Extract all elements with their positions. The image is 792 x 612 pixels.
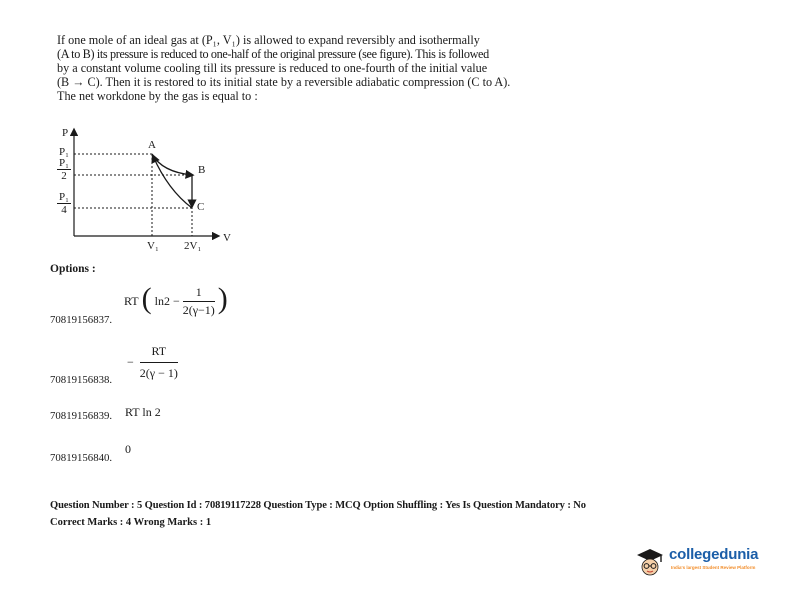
tick-v1: V₁ xyxy=(147,240,159,252)
option-4-id: 70819156840. xyxy=(50,452,113,464)
tick-p1-quarter: $\frac{\text{P₁}}{4}$ xyxy=(59,191,69,216)
close-paren-icon: ) xyxy=(217,282,228,315)
y-axis-label: P xyxy=(62,127,69,139)
marks-meta: Correct Marks : 4 Wrong Marks : 1 xyxy=(50,517,212,528)
open-paren-icon: ( xyxy=(141,282,152,315)
tick-p1: P₁ xyxy=(59,146,69,158)
option-3-text: RT ln 2 xyxy=(125,405,161,419)
tick-2v1: 2V₁ xyxy=(184,240,202,252)
option-1-id: 70819156837. xyxy=(50,314,113,326)
pv-diagram xyxy=(50,120,250,255)
option-1-ln: ln2 − xyxy=(154,293,180,308)
option-1-expression xyxy=(124,281,228,321)
option-2-id: 70819156838. xyxy=(50,374,113,386)
point-b-label: B xyxy=(198,164,206,176)
question-line: The net workdone by the gas is equal to : xyxy=(57,89,258,103)
isotherm-curve xyxy=(152,154,192,175)
x-axis-label: V xyxy=(223,232,231,244)
question-line: by a constant volume cooling till its pressure is reduced to one-fourth of the initial value xyxy=(57,61,488,75)
option-2-expression xyxy=(127,344,178,381)
options-heading: Options : xyxy=(50,263,96,275)
logo-tagline: India's largest Student Review Platform xyxy=(671,565,756,570)
question-meta: Question Number : 5 Question Id : 70819117228 Question Type : MCQ Option Shuffling : Yes Is Question Mandatory : No xyxy=(50,500,586,511)
option-1-fraction: $\frac{1}{2(\gamma-1)}$ xyxy=(182,284,215,317)
option-3-id: 70819156839. xyxy=(50,410,113,422)
option-2-fraction: $\frac{RT}{2(\gamma - 1)}$ xyxy=(139,344,178,380)
collegedunia-logo xyxy=(633,543,768,581)
adiabatic-curve xyxy=(153,156,192,208)
graduate-icon xyxy=(633,545,667,579)
option-1-prefix: RT xyxy=(124,293,139,308)
option-4-text: 0 xyxy=(125,442,131,456)
question-line: (B → C). Then it is restored to its initial state by a reversible adiabatic compression (C to A). xyxy=(57,75,511,89)
point-c-label: C xyxy=(197,201,205,213)
tick-p1-half: $\frac{\text{P₁}}{2}$ xyxy=(59,157,69,182)
point-a-label: A xyxy=(148,139,156,151)
question-line: (A to B) its pressure is reduced to one-half of the original pressure (see figure). This is followed xyxy=(57,47,489,61)
logo-wordmark: collegedunia xyxy=(669,546,759,563)
question-line: If one mole of an ideal gas at (P₁, V₁) is allowed to expand reversibly and isothermally xyxy=(57,33,480,47)
option-2-sign: − xyxy=(127,355,134,369)
